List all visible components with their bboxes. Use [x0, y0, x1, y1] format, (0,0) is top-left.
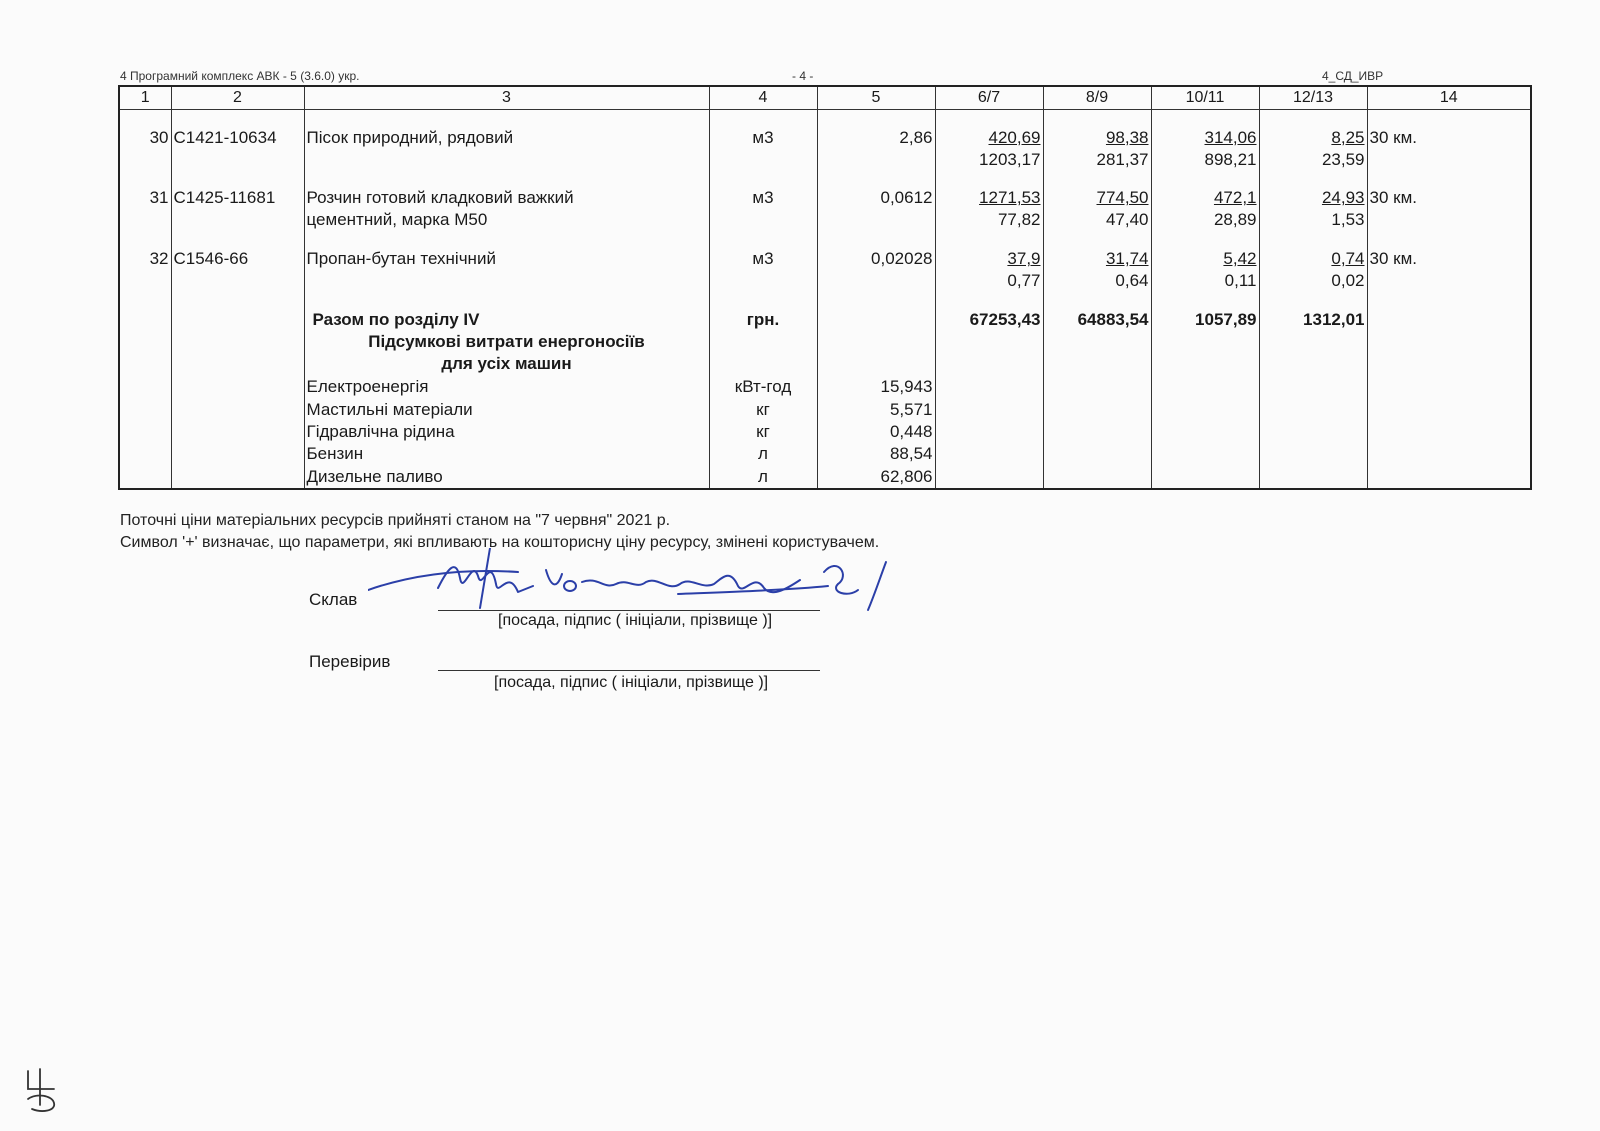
cell-8-9: [1043, 248, 1151, 293]
note: 30 км.: [1367, 187, 1531, 232]
cell-12-13: [1259, 248, 1367, 293]
unit-price: 1271,53: [979, 188, 1041, 208]
cell-6-7: [935, 127, 1043, 172]
energy-quantity: 15,943: [817, 376, 935, 398]
unit-price: 420,69: [988, 127, 1041, 147]
row-number: 32: [119, 248, 171, 293]
note: 30 км.: [1367, 127, 1531, 172]
energy-quantity: 0,448: [817, 421, 935, 443]
cell-10-11: [1151, 187, 1259, 232]
energy-row: [119, 443, 1531, 465]
energy-name: Дизельне паливо: [304, 466, 709, 489]
table-row: [119, 127, 1531, 172]
energy-quantity: 5,571: [817, 399, 935, 421]
cell-6-7: [935, 187, 1043, 232]
total-label-cell: [304, 309, 709, 376]
total-6-7: 67253,43: [935, 309, 1043, 376]
spacer-row: [119, 110, 1531, 127]
resource-name: [304, 127, 709, 172]
resource-name-line: Пропан-бутан технічний: [306, 249, 496, 269]
quantity: 0,02028: [817, 248, 935, 293]
checked-by-label: Перевірив: [309, 652, 391, 671]
cell-10-11: [1151, 248, 1259, 293]
total-price: 898,21: [1204, 149, 1257, 169]
row-number: 30: [119, 127, 171, 172]
unit-price: 314,06: [1204, 127, 1257, 147]
resource-name: [304, 248, 709, 293]
composed-by-label: Склав: [309, 590, 358, 609]
cell-6-7: [935, 248, 1043, 293]
energy-unit: л: [709, 443, 817, 465]
total-price: 281,37: [1096, 149, 1149, 169]
column-header: 3: [304, 86, 709, 110]
total-12-13: 1312,01: [1259, 309, 1367, 376]
column-header: 12/13: [1259, 86, 1367, 110]
unit: м3: [709, 248, 817, 293]
handwritten-signature: [368, 548, 928, 638]
energy-name: Електроенергія: [304, 376, 709, 398]
resource-name-line: Розчин готовий кладковий важкий: [306, 188, 574, 208]
unit: м3: [709, 187, 817, 232]
spacer-row: [119, 232, 1531, 248]
total-8-9: 64883,54: [1043, 309, 1151, 376]
energy-name: Мастильні матеріали: [304, 399, 709, 421]
energy-name: Бензин: [304, 443, 709, 465]
column-header: 14: [1367, 86, 1531, 110]
column-header: 6/7: [935, 86, 1043, 110]
table-row: [119, 187, 1531, 232]
total-price: 23,59: [1321, 149, 1365, 169]
checked-by-caption: [посада, підпис ( ініціали, прізвище )]: [494, 674, 769, 691]
column-header: 2: [171, 86, 304, 110]
column-header-row: [119, 86, 1531, 110]
composed-by-caption: [посада, підпис ( ініціали, прізвище )]: [498, 612, 773, 629]
energy-summary-subtitle: для усіх машин: [441, 354, 572, 374]
note: 30 км.: [1367, 248, 1531, 293]
total-price: 0,77: [1007, 271, 1041, 291]
page-number: - 4 -: [792, 69, 814, 83]
total-price: 77,82: [997, 210, 1041, 230]
total-price: 0,11: [1224, 271, 1257, 291]
energy-unit: кВт-год: [709, 376, 817, 398]
unit-price: 5,42: [1223, 249, 1257, 269]
page-header-doc-code: 4_СД_ИВР: [1322, 69, 1384, 83]
column-header: 10/11: [1151, 86, 1259, 110]
total-price: 47,40: [1105, 210, 1149, 230]
resource-name: [304, 187, 709, 232]
cell-8-9: [1043, 127, 1151, 172]
row-number: 31: [119, 187, 171, 232]
unit-price: 98,38: [1105, 127, 1149, 147]
section-total-label: Разом по розділу IV: [312, 310, 480, 330]
column-header: 4: [709, 86, 817, 110]
prices-date-note: Поточні ціни матеріальних ресурсів прийняті станом на "7 червня" 2021 р.: [120, 512, 671, 529]
unit-price: 24,93: [1321, 188, 1365, 208]
energy-name: Гідравлічна рідина: [304, 421, 709, 443]
cell-12-13: [1259, 187, 1367, 232]
resource-code: С1421-10634: [171, 127, 304, 172]
cell-10-11: [1151, 127, 1259, 172]
energy-unit: л: [709, 466, 817, 489]
cell-12-13: [1259, 127, 1367, 172]
energy-unit: кг: [709, 421, 817, 443]
total-price: 0,64: [1115, 271, 1149, 291]
resource-name-line: Пісок природний, рядовий: [306, 127, 514, 147]
energy-row: [119, 421, 1531, 443]
unit-price: 31,74: [1105, 249, 1149, 269]
energy-unit: кг: [709, 399, 817, 421]
unit-price: 37,9: [1007, 249, 1041, 269]
total-price: 1203,17: [979, 149, 1041, 169]
column-header: 1: [119, 86, 171, 110]
column-header: 5: [817, 86, 935, 110]
resource-name-line: цементний, марка М50: [306, 210, 488, 230]
page-header-program: 4 Програмний комплекс АВК - 5 (3.6.0) укр.: [120, 69, 360, 83]
quantity: 0,0612: [817, 187, 935, 232]
resource-code: С1546-66: [171, 248, 304, 293]
total-price: 0,02: [1331, 271, 1365, 291]
spacer-row: [119, 293, 1531, 309]
estimate-table: [118, 85, 1532, 490]
column-header: 8/9: [1043, 86, 1151, 110]
user-changes-note: Символ '+' визначає, що параметри, які впливають на кошторисну ціну ресурсу, змінені користувачем.: [120, 534, 880, 551]
handwritten-margin-mark: [22, 1065, 62, 1115]
total-unit: грн.: [709, 309, 817, 376]
unit-price: 8,25: [1331, 127, 1365, 147]
section-total-row: [119, 309, 1531, 376]
unit: м3: [709, 127, 817, 172]
energy-summary-title: Підсумкові витрати енергоносіїв: [368, 332, 645, 352]
unit-price: 774,50: [1096, 188, 1149, 208]
total-price: 1,53: [1331, 210, 1365, 230]
cell-8-9: [1043, 187, 1151, 232]
total-price: 28,89: [1213, 210, 1257, 230]
checked-by-signature-line: [438, 670, 820, 671]
unit-price: 472,1: [1213, 188, 1257, 208]
energy-row: [119, 466, 1531, 489]
total-10-11: 1057,89: [1151, 309, 1259, 376]
energy-quantity: 88,54: [817, 443, 935, 465]
spacer-row: [119, 171, 1531, 187]
resource-code: С1425-11681: [171, 187, 304, 232]
energy-row: [119, 399, 1531, 421]
energy-quantity: 62,806: [817, 466, 935, 489]
unit-price: 0,74: [1331, 249, 1365, 269]
quantity: 2,86: [817, 127, 935, 172]
table-row: [119, 248, 1531, 293]
energy-row: [119, 376, 1531, 398]
